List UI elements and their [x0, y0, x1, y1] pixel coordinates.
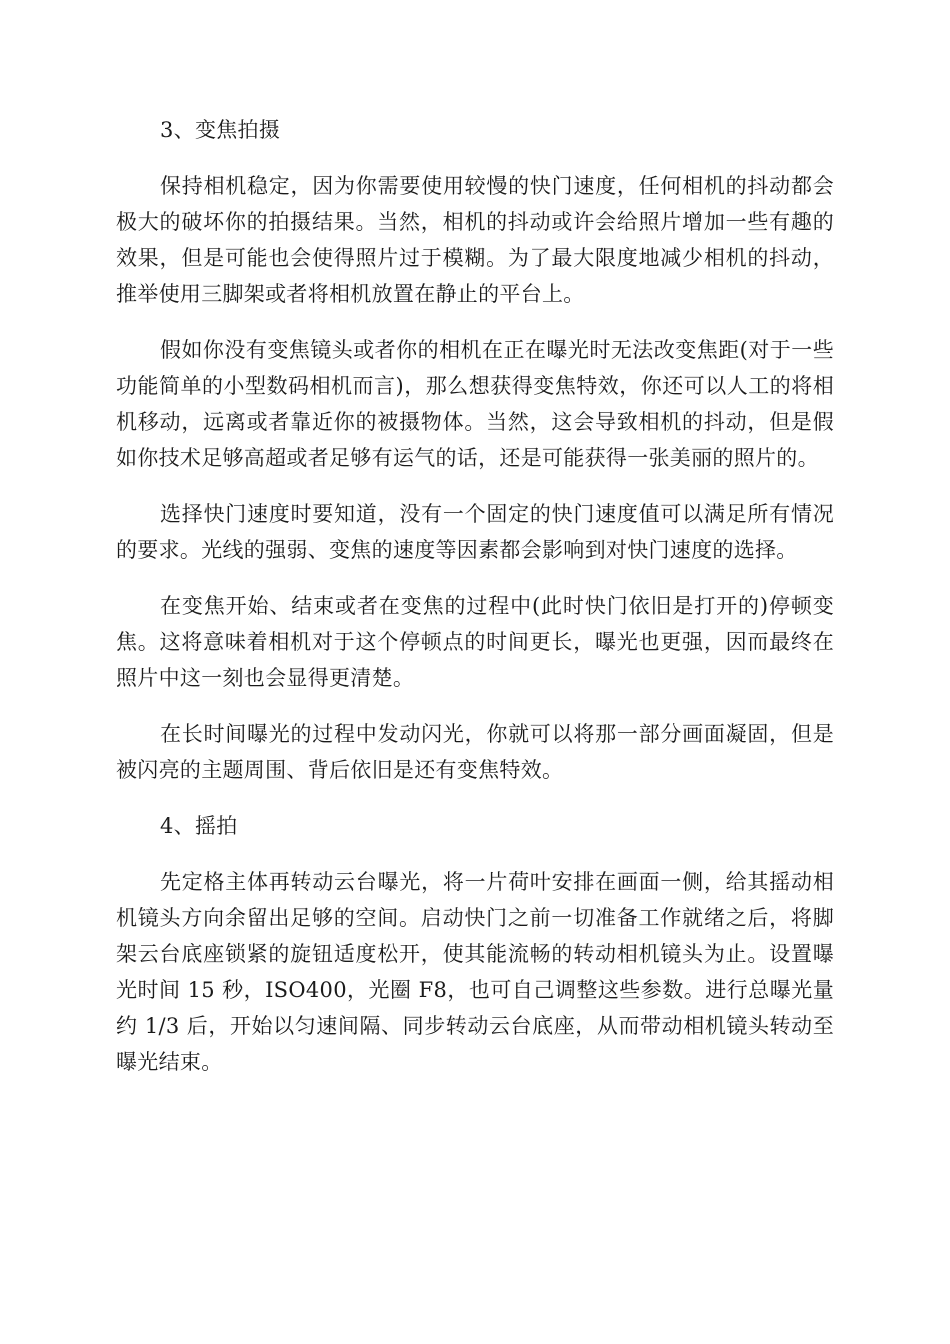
section-3-paragraph-3: 选择快门速度时要知道，没有一个固定的快门速度值可以满足所有情况的要求。光线的强弱、变焦的速度等因素都会影响到对快门速度的选择。: [116, 502, 834, 562]
document-body: [116, 112, 834, 1100]
section-3-heading: 3、变焦拍摄: [160, 118, 281, 142]
section-4-paragraph-1: 先定格主体再转动云台曝光，将一片荷叶安排在画面一侧，给其摇动相机镜头方向余留出足够的空间。启动快门之前一切准备工作就绪之后，将脚架云台底座锁紧的旋钮适度松开，使其能流畅的转动相机镜头为止。设置曝光时间 15 秒，ISO400，光圈 F8，也可自己调整这些参数。进行总曝光量约 1/3 后，开始以匀速间隔、同步转动云台底座，从而带动相机镜头转动至曝光结束。: [116, 870, 834, 1074]
section-3-paragraph-5: 在长时间曝光的过程中发动闪光，你就可以将那一部分画面凝固，但是被闪亮的主题周围、背后依旧是还有变焦特效。: [116, 722, 834, 782]
section-3-paragraph-2: 假如你没有变焦镜头或者你的相机在正在曝光时无法改变焦距(对于一些功能简单的小型数码相机而言)，那么想获得变焦特效，你还可以人工的将相机移动，远离或者靠近你的被摄物体。当然，这会导致相机的抖动，但是假如你技术足够高超或者足够有运气的话，还是可能获得一张美丽的照片的。: [116, 338, 834, 470]
section-3-paragraph-1: 保持相机稳定，因为你需要使用较慢的快门速度，任何相机的抖动都会极大的破坏你的拍摄结果。当然，相机的抖动或许会给照片增加一些有趣的效果，但是可能也会使得照片过于模糊。为了最大限度地减少相机的抖动，推举使用三脚架或者将相机放置在静止的平台上。: [116, 174, 834, 306]
section-4-heading: 4、摇拍: [160, 814, 238, 838]
section-3-paragraph-4: 在变焦开始、结束或者在变焦的过程中(此时快门依旧是打开的)停顿变焦。这将意味着相机对于这个停顿点的时间更长，曝光也更强，因而最终在照片中这一刻也会显得更清楚。: [116, 594, 834, 690]
